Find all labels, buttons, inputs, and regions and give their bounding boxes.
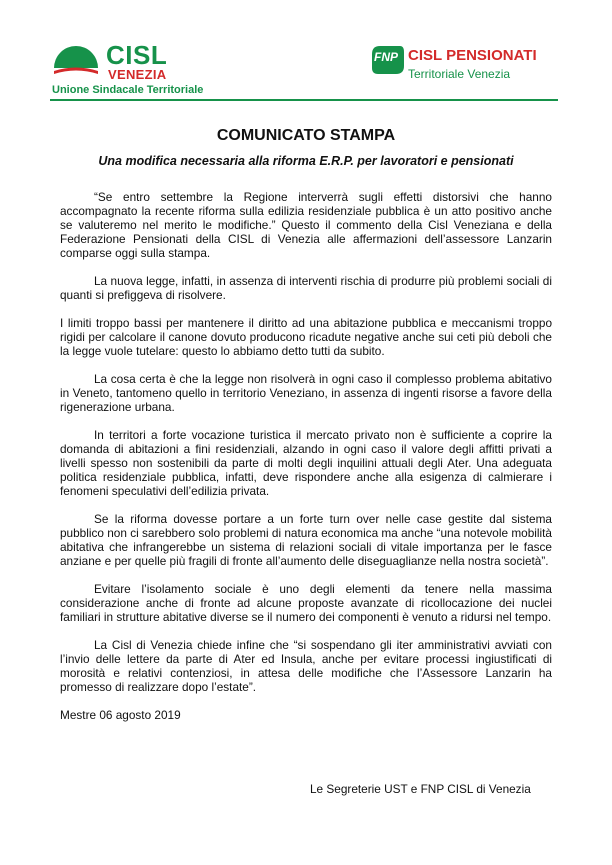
paragraph: La nuova legge, infatti, in assenza di interventi rischia di produrre più problemi sociali di quanti si prefiggeva di risolvere.	[60, 274, 552, 302]
fnp-badge-label: FNP	[374, 50, 398, 64]
cisl-wordmark: CISL	[106, 40, 168, 70]
cisl-pensionati-wordmark: CISL PENSIONATI	[408, 47, 537, 64]
paragraph: La Cisl di Venezia chiede infine che “si sospendano gli iter amministrativi avviati con l’invio delle lettere da parte di Ater ed Insula, anche per evitare processi ingiustificati di morosità e relativi contenziosi, in attesa delle modifiche che l’Assessore Lanzarin ha promesso di realizzare dopo l’estate”.	[60, 638, 552, 694]
header-divider	[50, 99, 558, 101]
paragraph: I limiti troppo bassi per mantenere il diritto ad una abitazione pubblica e meccanismi troppo rigidi per calcolare il canone dovuto producono ricadute negative anche sui ceti più deboli che la legge vuole tutelare: questo lo abbiamo detto tutti da subito.	[60, 316, 552, 358]
cisl-venezia-logo	[52, 38, 222, 100]
paragraph: Se la riforma dovesse portare a un forte turn over nelle case gestite dal sistema pubblico non ci sarebbero solo problemi di natura economica ma anche “una notevole mobilità abitativa che infrangerebbe un sistema di relazioni sociali di vitale importanza per le fasce anziane e per quelle più fragili di fronte all’aumento delle diseguaglianze nella nostra società”.	[60, 512, 552, 568]
paragraph: Evitare l’isolamento sociale è uno degli elementi da tenere nella massima considerazione anche di fronte ad alcune proposte avanzate di ricollocazione dei nuclei familiari in strutture abitative diverse se il numero dei componenti è venuto a ridursi nel tempo.	[60, 582, 552, 624]
press-release-body	[60, 190, 552, 722]
paragraph: “Se entro settembre la Regione interverrà sugli effetti distorsivi che hanno accompagnato la recente riforma sulla edilizia residenziale pubblica è un atto positivo anche se valuteremo nel merito le modifiche.” Questo il commento della Cisl Veneziana e della Federazione Pensionati della CISL di Venezia alle affermazioni dell’assessore Lanzarin comparse oggi sulla stampa.	[60, 190, 552, 260]
venezia-wordmark: VENEZIA	[108, 67, 167, 82]
cisl-emblem-icon	[52, 38, 100, 82]
signature: Le Segreterie UST e FNP CISL di Venezia	[310, 782, 531, 796]
paragraph: La cosa certa è che la legge non risolverà in ogni caso il complesso problema abitativo in Veneto, tantomeno quello in territorio Veneziano, in assenza di ingenti risorse a favore della rigenerazione urbana.	[60, 372, 552, 414]
territoriale-venezia-label: Territoriale Venezia	[408, 67, 511, 81]
document-subtitle: Una modifica necessaria alla riforma E.R.P. per lavoratori e pensionati	[98, 154, 514, 168]
letterhead	[0, 0, 612, 100]
document-title: COMUNICATO STAMPA	[216, 127, 396, 144]
fnp-cisl-pensionati-logo	[370, 44, 560, 88]
date-line: Mestre 06 agosto 2019	[60, 708, 181, 722]
paragraph: In territori a forte vocazione turistica il mercato privato non è sufficiente a coprire la domanda di abitazioni a fini residenziali, alzando in ogni caso il valore degli affitti privati a livelli spesso non sostenibili da parte di molti degli inquilini attuali degli Ater. Una adeguata politica residenziale pubblica, infatti, deve rispondere anche alla esigenza di calmierare i fenomeni speculativi dell’edilizia privata.	[60, 428, 552, 498]
ust-tagline: Unione Sindacale Territoriale	[52, 84, 204, 96]
